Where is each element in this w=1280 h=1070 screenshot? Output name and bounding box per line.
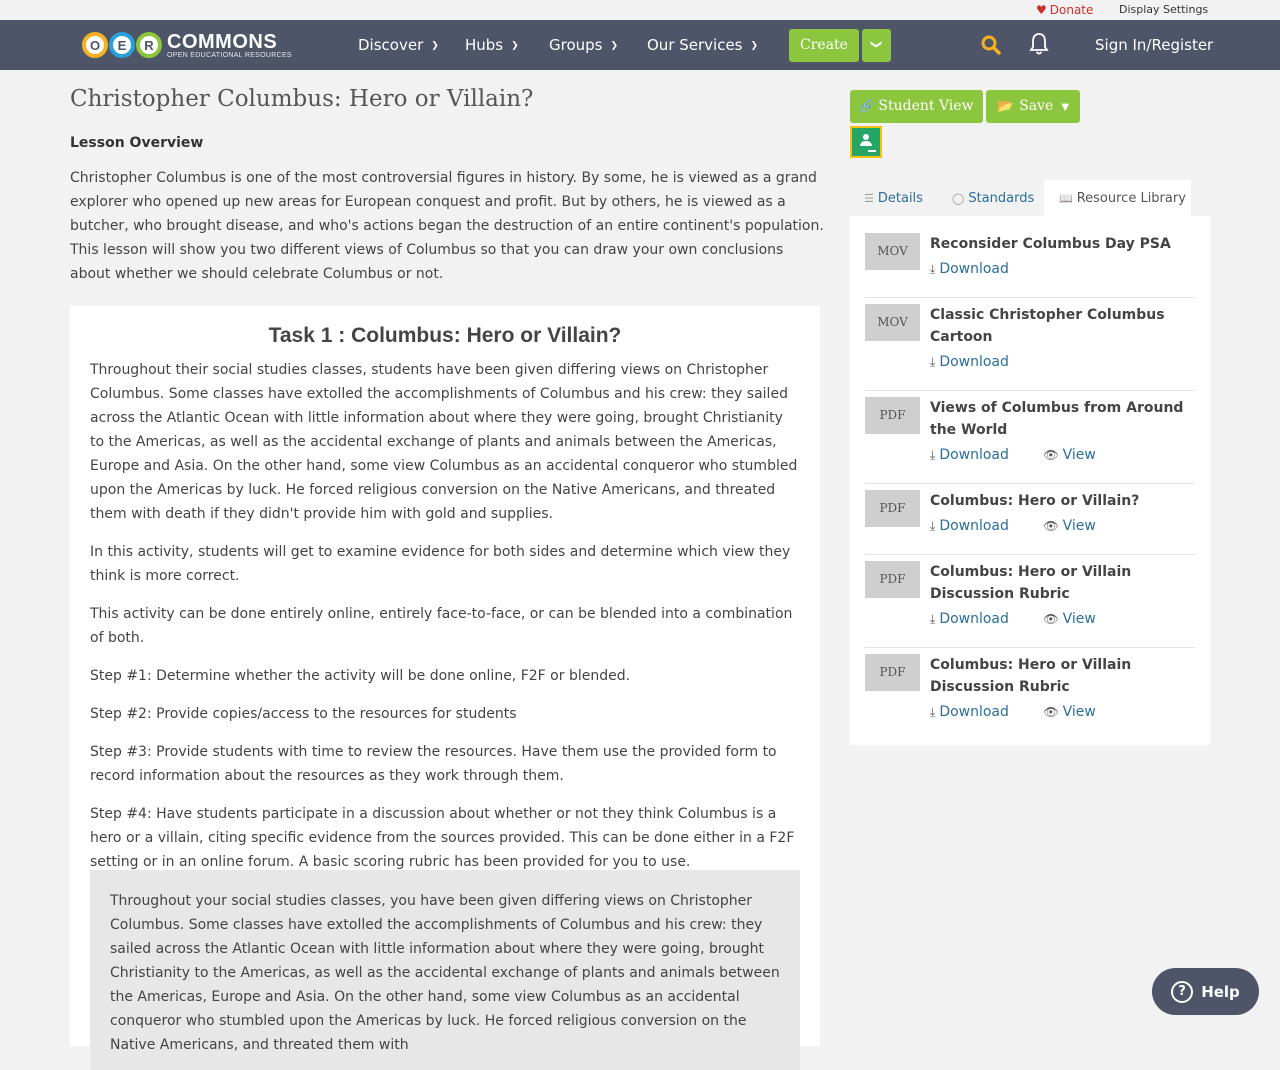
- search-icon[interactable]: [981, 35, 1001, 55]
- nav-our-services-label: Our Services: [647, 36, 743, 54]
- view-link[interactable]: [1043, 518, 1095, 534]
- chevron-down-icon: ❯: [870, 39, 883, 50]
- save-button[interactable]: [986, 90, 1080, 123]
- divider: [865, 390, 1195, 391]
- resource-title[interactable]: Classic Christopher Columbus Cartoon: [930, 307, 1165, 345]
- divider: [865, 554, 1195, 555]
- task-step: Step #1: Determine whether the activity will be done online, F2F or blended.: [90, 668, 631, 684]
- donate-label: Donate: [1049, 3, 1094, 17]
- download-link[interactable]: [930, 518, 1009, 534]
- logo-wordmark-text: COMMONS: [167, 30, 278, 53]
- file-type-badge: PDF: [865, 397, 920, 434]
- download-label: Download: [939, 611, 1009, 627]
- file-type-badge: MOV: [865, 233, 920, 270]
- resource-actions: [930, 518, 1126, 534]
- logo-letter-r: R: [136, 32, 162, 58]
- resource-tabs: [850, 180, 1210, 217]
- download-link[interactable]: [930, 261, 1009, 277]
- tab-resource-library-label: Resource Library: [1076, 191, 1186, 206]
- view-link[interactable]: [1043, 611, 1095, 627]
- view-label: View: [1062, 518, 1096, 534]
- main-navbar: [0, 20, 1280, 70]
- download-link[interactable]: [930, 704, 1009, 720]
- download-icon: ⤓: [930, 519, 936, 533]
- resource-title[interactable]: Reconsider Columbus Day PSA: [930, 236, 1171, 252]
- classroom-icon-head: [863, 134, 869, 140]
- page-title: Christopher Columbus: Hero or Villain?: [70, 86, 534, 112]
- chevron-down-icon: ❯: [610, 41, 619, 51]
- create-button[interactable]: Create: [789, 29, 859, 62]
- eye-icon: 👁: [1043, 705, 1059, 719]
- save-label: Save: [1019, 98, 1054, 114]
- resource-title[interactable]: Columbus: Hero or Villain Discussion Rubric: [930, 657, 1132, 695]
- view-link[interactable]: [1043, 704, 1095, 720]
- tab-details[interactable]: [864, 180, 936, 217]
- heart-icon: ♥: [1036, 3, 1047, 17]
- google-classroom-icon[interactable]: [850, 126, 882, 158]
- student-view-button[interactable]: [850, 90, 983, 123]
- nav-discover-label: Discover: [358, 36, 424, 54]
- resource-title[interactable]: Columbus: Hero or Villain Discussion Rubric: [930, 564, 1132, 602]
- task-card: [70, 306, 820, 1053]
- student-instructions-text: Throughout your social studies classes, you have been given differing views on Christopher Columbus. Some classes have extolled the accomplishments of Columbus and his crew: they sailed across the Atlantic Ocean with little information about where they were going, brought Christianity to the Americas, as well as the accidental exchange of plants and animals between the Americas, Europe and Asia. On the other hand, some view Columbus as an accidental conqueror who stumbled upon the Americas by luck. He forced religious conversion on the Native Americans, and threated them with: [110, 893, 780, 1053]
- list-item: [865, 397, 1195, 484]
- task-paragraph: In this activity, students will get to examine evidence for both sides and determine which view they think is more correct.: [90, 544, 791, 584]
- caret-down-icon: ▼: [1061, 102, 1070, 113]
- logo-letter-e: E: [109, 32, 135, 58]
- list-icon: ☰: [864, 192, 874, 205]
- create-dropdown-toggle[interactable]: [862, 29, 891, 62]
- download-label: Download: [939, 447, 1009, 463]
- book-icon: 📖: [1059, 192, 1073, 205]
- eye-icon: 👁: [1043, 612, 1059, 626]
- logo-tagline: OPEN EDUCATIONAL RESOURCES: [167, 51, 292, 59]
- question-icon: ?: [1171, 981, 1193, 1003]
- view-link[interactable]: [1043, 447, 1095, 463]
- download-icon: ⤓: [930, 705, 936, 719]
- lesson-overview-text: Christopher Columbus is one of the most controversial figures in history. By some, he is viewed as a grand explorer who opened up new areas for European conquest and profit. But by others, he is viewed as a butcher, who brought disease, and who's actions began the destruction of an entire continent's population. This lesson will show you two different views of Columbus so that you can draw your own conclusions about whether we should celebrate Columbus or not.: [70, 170, 824, 282]
- divider: [865, 297, 1195, 298]
- nav-discover[interactable]: [358, 36, 439, 54]
- nav-hubs-label: Hubs: [465, 36, 504, 54]
- task-title: Task 1 : Columbus: Hero or Villain?: [268, 324, 622, 347]
- resource-actions: [930, 704, 1126, 720]
- download-icon: ⤓: [930, 262, 936, 276]
- download-link[interactable]: [930, 354, 1009, 370]
- sign-in-register-link[interactable]: Sign In/Register: [1095, 36, 1214, 54]
- student-instructions-box: [90, 870, 800, 1070]
- help-button[interactable]: [1152, 968, 1259, 1015]
- task-paragraph: This activity can be done entirely online, entirely face-to-face, or can be blended into a combination of both.: [90, 606, 793, 646]
- divider: [865, 483, 1195, 484]
- oer-commons-logo[interactable]: [82, 26, 292, 64]
- file-type-badge: MOV: [865, 304, 920, 341]
- task-paragraph: Throughout their social studies classes, students have been given differing views on Christopher Columbus. Some classes have extolled the accomplishments of Columbus and his crew: they sailed across the Atlantic Ocean with little information about where they were going, brought Christianity to the Americas, as well as the accidental exchange of plants and animals between the Americas, Europe and Asia. On the other hand, some view Columbus as an accidental conqueror who stumbled upon the Americas by luck. He forced religious conversion on the Native Americans, and threated them with death if they didn't provide him with gold and supplies.: [90, 362, 798, 522]
- tab-details-label: Details: [877, 191, 923, 206]
- display-settings-link[interactable]: Display Settings: [1119, 3, 1209, 16]
- circle-icon: ◯: [952, 192, 965, 205]
- classroom-icon-inner: [852, 128, 880, 156]
- download-link[interactable]: [930, 447, 1009, 463]
- divider: [865, 647, 1195, 648]
- file-type-badge: PDF: [865, 490, 920, 527]
- bell-icon[interactable]: [1029, 32, 1049, 56]
- download-link[interactable]: [930, 611, 1009, 627]
- utility-bar: [0, 0, 1280, 20]
- view-label: View: [1062, 611, 1096, 627]
- chevron-down-icon: ❯: [750, 41, 759, 51]
- resource-library-panel: [850, 216, 1210, 745]
- tab-standards[interactable]: [952, 180, 1044, 217]
- download-icon: ⤓: [930, 355, 936, 369]
- resource-title[interactable]: Columbus: Hero or Villain?: [930, 493, 1140, 509]
- link-icon: 🔗: [859, 99, 875, 113]
- chevron-down-icon: ❯: [431, 41, 439, 51]
- lesson-overview-label: Lesson Overview: [70, 135, 204, 151]
- nav-groups[interactable]: [549, 36, 618, 54]
- eye-icon: 👁: [1043, 519, 1059, 533]
- task-step: Step #4: Have students participate in a discussion about whether or not they think Columbus is a hero or a villain, citing specific evidence from the sources provided. This can be done either in a F2F setting or in an online forum. A basic scoring rubric has been provided for you to use.: [90, 806, 795, 870]
- resource-actions: [930, 447, 1126, 463]
- resource-actions: [930, 354, 1039, 370]
- download-label: Download: [939, 354, 1009, 370]
- folder-icon: 📂: [996, 99, 1014, 114]
- list-item: [865, 304, 1195, 391]
- list-item: [865, 561, 1195, 648]
- task-body: [90, 358, 800, 888]
- nav-our-services[interactable]: [647, 36, 758, 54]
- view-label: View: [1062, 447, 1096, 463]
- resource-actions: [930, 261, 1039, 277]
- nav-hubs[interactable]: [465, 36, 519, 54]
- classroom-icon-bar: [868, 150, 876, 152]
- student-view-label: Student View: [878, 98, 974, 114]
- list-item: [865, 654, 1195, 734]
- logo-wordmark: [167, 32, 292, 59]
- file-type-badge: PDF: [865, 654, 920, 691]
- task-step: Step #2: Provide copies/access to the resources for students: [90, 706, 517, 722]
- resource-title[interactable]: Views of Columbus from Around the World: [930, 400, 1184, 438]
- download-label: Download: [939, 261, 1009, 277]
- download-label: Download: [939, 704, 1009, 720]
- eye-icon: 👁: [1043, 448, 1059, 462]
- view-label: View: [1062, 704, 1096, 720]
- file-type-badge: PDF: [865, 561, 920, 598]
- classroom-icon-body: [860, 141, 872, 146]
- nav-groups-label: Groups: [549, 36, 603, 54]
- help-label: Help: [1201, 982, 1240, 1001]
- list-item: [865, 233, 1195, 298]
- list-item: [865, 490, 1195, 555]
- logo-letter-o: O: [82, 32, 108, 58]
- download-label: Download: [939, 518, 1009, 534]
- tab-standards-label: Standards: [968, 191, 1035, 206]
- chevron-down-icon: ❯: [511, 41, 519, 51]
- resource-actions: [930, 611, 1126, 627]
- task-step: Step #3: Provide students with time to review the resources. Have them use the provided form to record information about the resources as they work through them.: [90, 744, 777, 784]
- donate-link[interactable]: [1036, 3, 1093, 17]
- download-icon: ⤓: [930, 448, 936, 462]
- tab-resource-library[interactable]: [1044, 180, 1191, 217]
- download-icon: ⤓: [930, 612, 936, 626]
